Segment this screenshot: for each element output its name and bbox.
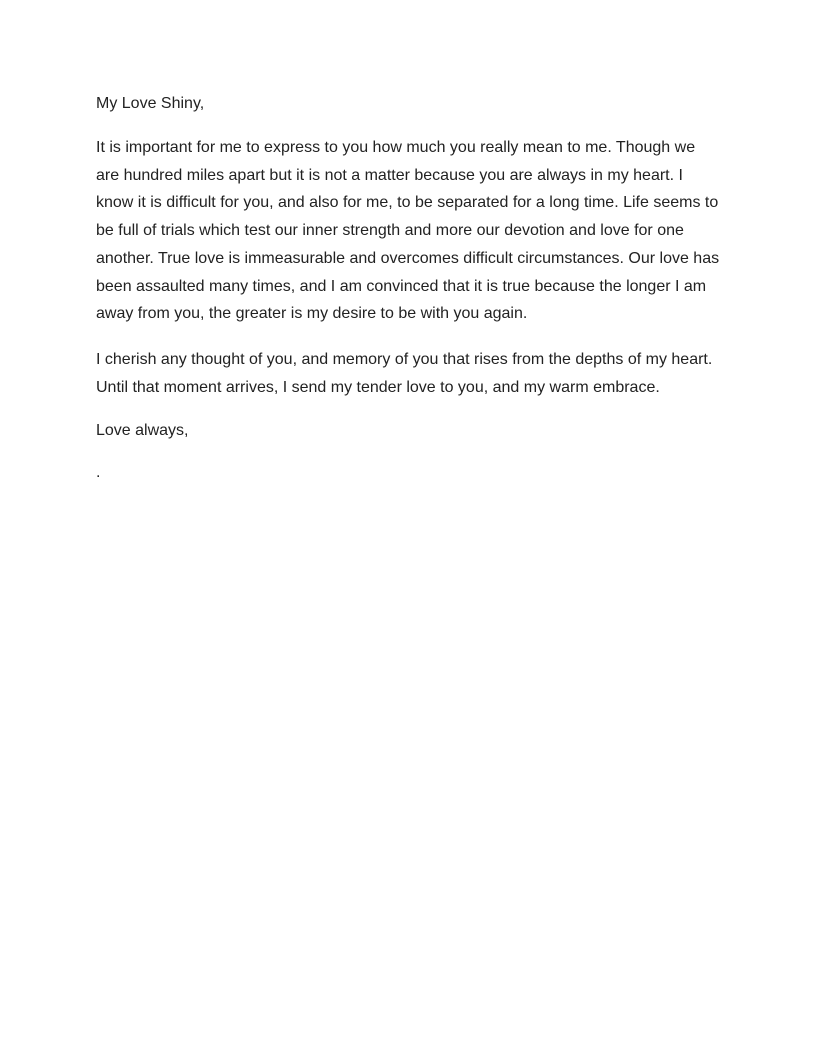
letter-page — [96, 92, 721, 485]
letter-salutation: My Love Shiny, — [96, 95, 205, 112]
letter-paragraph-2: I cherish any thought of you, and memory of you that rises from the depths of my heart. Until that moment arrives, I send my tender love to you, and my warm embrace. — [96, 350, 713, 396]
letter-closing: Love always, — [96, 422, 189, 440]
letter-signature: . — [96, 464, 101, 482]
letter-paragraph-1: It is important for me to express to you how much you really mean to me. Though we are hundred miles apart but it is not a matter because you are always in my heart. I know it is difficult for you, and also for me, to be separated for a long time. Life seems to be full of trials which test our inner strength and more our devotion and love for one another. True love is immeasurable and overcomes difficult circumstances. Our love has been assaulted many times, and I am convinced that it is true because the longer I am away from you, the greater is my desire to be with you again. — [96, 139, 720, 323]
